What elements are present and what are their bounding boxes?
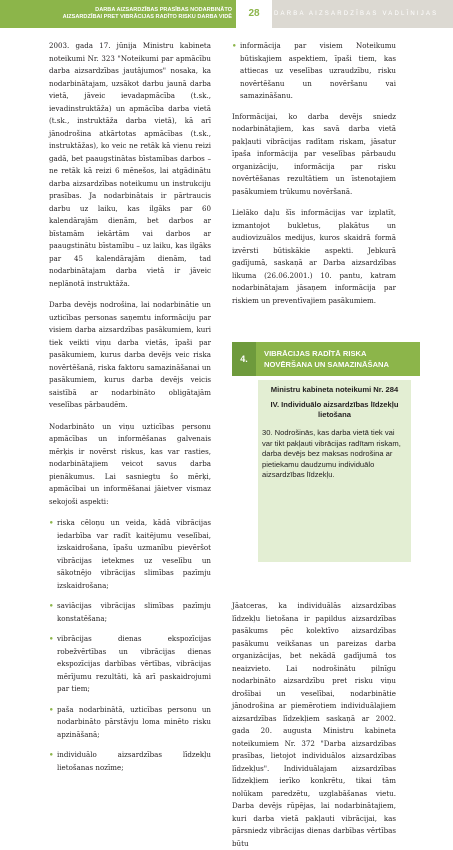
regulation-subtitle: IV. Individuālo aizsardzības līdzekļu lietošana — [270, 400, 399, 419]
regulation-text: 30. Nodrošinās, kas darba vietā tiek vai var tikt pakļauti vibrācijas radītam riskam, darba devējs bez maksas nodrošina ar pietiekamu daudzumu individuālo aizsardzības līdzekļu. — [262, 428, 401, 479]
paragraph: 2003. gada 17. jūnija Ministru kabineta noteikumi Nr. 323 "Noteikumi par apmācību darba aizsardzības jautājumos" nosaka, ka nodarbinātajam, uzsākot darbu jaunā darba vietā, jāveic ievadapmācība (t.sk., ievadinstruktāža) un apmācība darba vietā (t.sk., instruktāža darba vietā), kā arī jānodrošina atkārtotas apmācības (t.sk., instruktāžas), ko veic ne retāk kā vienu reizi gadā, bet paaugstinātas bīstamības darbos – ne retāk kā reizi 6 mēnešos, lai atgādinātu darba aizsardzības noteikumu un instrukciju prasības. Ja nodarbinātais ir pārtraucis darbu uz laiku, kas ilgāks par 60 kalendārajām dienām, bet darbos ar bīstamām iekārtām vai darbos ar paaugstinātu bīstamību – uz laiku, kas ilgāks par 45 kalendārajām dienām, tad nodarbinātajam darba vietā ir jāveic neplānotā instruktāža. — [49, 41, 211, 288]
paragraph: Jāatceras, ka individuālās aizsardzības līdzekļu lietošana ir papildus aizsardzības pasākums pēc kolektīvo aizsardzības pasākumu veikšanas un pareizas darba organizācijas, bet nekādā gadījumā tos neaizvieto. Lai nodrošinātu pilnīgu nodarbināto aizsardzību pret risku viņu drošībai un veselībai, nodarbinātie jānodrošina ar piemērotiem individuālajiem aizsardzības līdzekļiem saskaņā ar 2002. gada 20. augusta Ministru kabineta noteikumiem Nr. 372 "Darba aizsardzības prasības, lietojot individuālos aizsardzības līdzekļus". Individuālajam aizsardzības līdzekļiem ierīko konkrētu, tikai tām nolūkam paredzētu, uzglabāšanas vietu. Darba devējs rūpējas, lai nodarbinātajiem, kuri darba vietā pakļauti vibrācijai, kas pārsniedz vibrācijas dienas darbības vērtības būtu — [232, 601, 396, 848]
bullet-icon: • — [49, 601, 54, 610]
publication-title: DARBA AIZSARDZĪBAS VADLĪNIJAS — [272, 0, 453, 28]
bullet-icon: • — [49, 518, 54, 527]
paragraph: Darba devējs nodrošina, lai nodarbinātie un uzticības personas saņemtu informāciju par visiem darba aizsardzības pasākumiem, kuri tiek veikti viņu darba vietās, īpaši par pasākumiem, kurus darba devējs veic riska novērtēšanā, riska faktoru samazināšanai un pasākumiem, kurus darba devējs veicis saistībā ar nodarbināto obligātajām veselības pārbaudēm. — [49, 300, 211, 409]
bullet-icon: • — [49, 750, 54, 759]
list-item: • informācija par visiem Noteikumu būtiskajiem aspektiem, īpaši tiem, kas attiecas uz veselības uzraudzību, risku novērtēšanu un novēršanu vai samazināšanu. — [232, 41, 396, 100]
list-item: • paša nodarbinātā, uzticības personu un nodarbināto pārstāvju loma minēto risku apzināšanā; — [49, 704, 211, 739]
right-column-continued — [232, 600, 396, 850]
paragraph: Lielāko daļu šīs informācijas var izplatīt, izmantojot bukletus, plakātus un audiovizuālos medijus, kuros skaidrā formā izvērsti būtiskākie aspekti. Jebkurā gadījumā, saskaņā ar Darba aizsardzības likuma (26.06.2001.) 10. pantu, katram nodarbinātajam jāsaņem informācija par riskiem un preventīvajiem pasākumiem. — [232, 208, 396, 305]
section-title: VIBRĀCIJAS RADĪTĀ RISKA NOVĒRŠANA UN SAMAZINĀŠANA — [256, 342, 420, 376]
section-heading — [232, 342, 420, 376]
list-item: • riska cēloņu un veida, kādā vibrācijas iedarbība var radīt kaitējumu veselībai, izskaidrošana, īpašu uzmanību pievēršot vibrācijas ietekmes uz veselību un sākotnējo vibrācijas slimības pazīmju izskaidrošana; — [49, 518, 211, 590]
list-item: • saviācijas vibrācijas slimības pazīmju konstatēšana; — [49, 601, 211, 623]
page-header — [0, 0, 453, 28]
list-item: • vibrācijas dienas ekspozīcijas robežvērtības un vibrācijas dienas ekspozīcijas darbības vērtības, vibrācijas mērījumu rezultāti, kā arī paskaidrojumi par tiem; — [49, 634, 211, 693]
left-column — [49, 40, 211, 782]
regulation-title: Ministru kabineta noteikumi Nr. 284 — [270, 385, 399, 394]
chapter-title-line-1: DARBA AIZSARDZĪBAS PRASĪBAS NODARBINĀTO — [95, 7, 232, 13]
section-number: 4. — [232, 342, 256, 376]
right-column — [232, 40, 396, 316]
bullet-icon: • — [232, 41, 237, 50]
bullet-icon: • — [49, 704, 54, 714]
regulation-box — [258, 380, 411, 562]
chapter-title-line-2: AIZSARDZĪBAI PRET VIBRĀCIJAS RADĪTO RISKU DARBA VIDĒ — [62, 14, 232, 20]
chapter-header — [0, 0, 236, 28]
list-item: • individuālo aizsardzības līdzekļu lietošanas nozīme; — [49, 750, 211, 772]
page-number: 28 — [236, 0, 272, 28]
paragraph: Informācijai, ko darba devējs sniedz nodarbinātajiem, kas savā darba vietā pakļauti vibrācijas radītam riskam, jāsatur īpaša informācija par veselības pārbaudu organizāciju, informācija par risku novērtēšanas rezultātiem un īstenotajiem pasākumiem trūkumu novēršanā. — [232, 111, 396, 196]
bullet-icon: • — [49, 634, 54, 643]
paragraph: Nodarbināto un viņu uzticības personu apmācības un informēšanas galvenais mērķis ir novērst riskus, kas var rasties, nodarbinātajiem veicot savus darba pienākumus. Lai sasniegtu šo mērķi, apmācībai un informēšanai jāietver vismaz sekojoši aspekti: — [49, 421, 211, 506]
